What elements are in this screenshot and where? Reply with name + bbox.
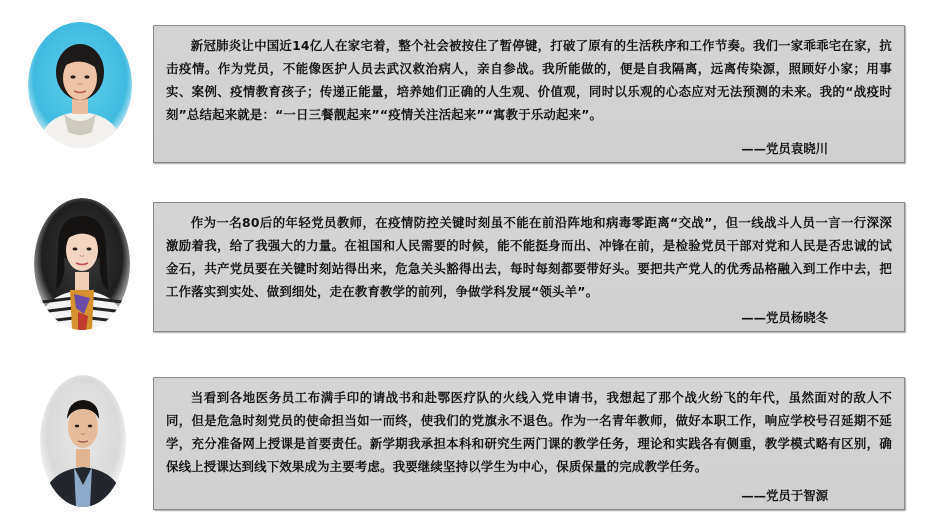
quote-box	[153, 377, 905, 510]
signature: ——党员于智源	[741, 488, 828, 503]
quote-text: 作为一名80后的年轻党员教师，在疫情防控关键时刻虽不能在前沿阵地和病毒零距离“交战”，但一线战斗人员一言一行深深激励着我，给了我强大的力量。在祖国和人民需要的时候，能不能挺身而出、冲锋在前，是检验党员干部对党和人民是否忠诚的试金石，共产党员要在关键时刻站得出来，危急关头豁得出去，每时每刻都要带好头。要把共产党人的优秀品格融入到工作中去，把工作落实到实处、做到细处，走在教育教学的前列，争做学科发展“领头羊”。	[166, 215, 892, 299]
portrait-woman-scarf-image	[34, 198, 130, 330]
quote-text: 新冠肺炎让中国近14亿人在家宅着，整个社会被按住了暂停键，打破了原有的生活秩序和工作节奏。我们一家乖乖宅在家，抗击疫情。作为党员，不能像医护人员去武汉救治病人，亲自参战。我所能做的，便是自我隔离，远离传染源，照顾好小家；用事实、案例、疫情教育孩子；传递正能量，培养她们正确的人生观、价值观，同时以乐观的心态应对无法预测的未来。我的“战疫时刻”总结起来就是：“一日三餐靓起来”“疫情关注活起来”“寓教于乐动起来”。	[166, 38, 892, 122]
quote-box	[153, 202, 905, 332]
portrait-photo	[40, 375, 126, 507]
testimonial-entry	[0, 190, 943, 340]
quote-text: 当看到各地医务员工布满手印的请战书和赴鄂医疗队的火线入党申请书，我想起了那个战火纷飞的年代，虽然面对的敌人不同，但是危急时刻党员的使命担当如一而终，使我们的党旗永不退色。作为一名青年教师，做好本职工作，响应学校号召延期不延学，充分准备网上授课是首要责任。新学期我承担本科和研究生两门课的教学任务，理论和实践各有侧重，教学模式略有区别，确保线上授课达到线下效果成为主要考虑。我要继续坚持以学生为中心，保质保量的完成教学任务。	[166, 390, 892, 474]
testimonial-entry	[0, 10, 943, 160]
signature: ——党员袁晓川	[741, 141, 828, 156]
portrait-photo	[28, 22, 132, 148]
portrait-man-suit-image	[40, 375, 126, 507]
portrait-photo	[34, 198, 130, 330]
portrait-woman-blue-bg-image	[28, 22, 132, 148]
testimonial-entry	[0, 365, 943, 515]
signature: ——党员杨晓冬	[741, 310, 828, 325]
quote-box	[153, 25, 905, 163]
